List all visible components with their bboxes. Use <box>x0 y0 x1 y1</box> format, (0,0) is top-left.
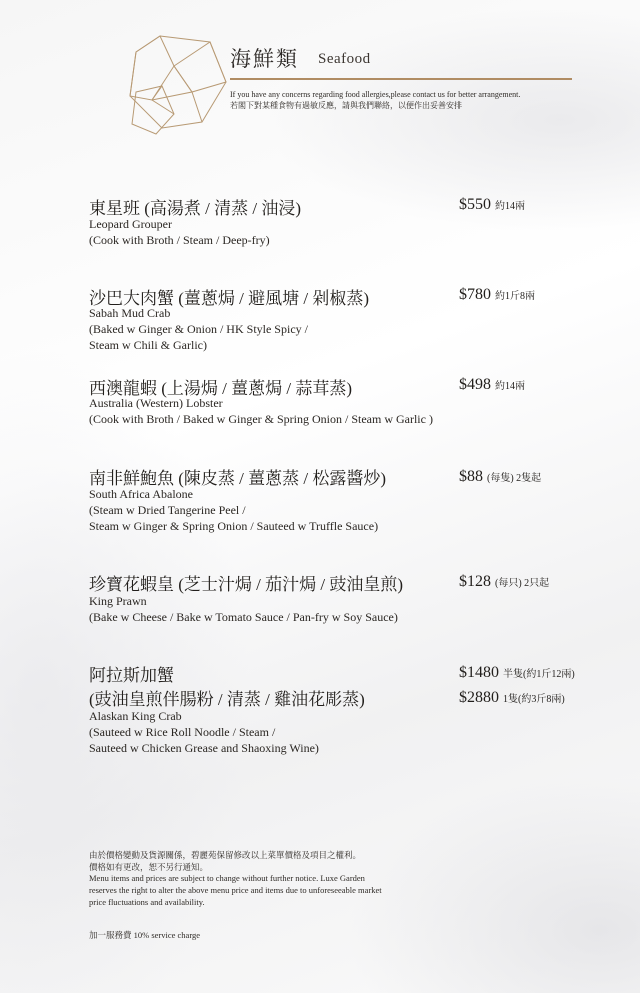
allergy-notice-en: If you have any concerns regarding food allergies,please contact us for better arrangement. <box>230 90 521 99</box>
menu-item-name-cn: 沙巴大肉蟹 (薑蔥焗 / 避風塘 / 剁椒蒸) <box>89 289 370 308</box>
price-amount: $780 <box>459 286 491 303</box>
menu-item-description: Steam w Chili & Garlic) <box>89 338 207 352</box>
menu-item-name-cn: 珍寶花蝦皇 (芝士汁焗 / 茄汁焗 / 豉油皇煎) <box>89 575 404 594</box>
menu-item-name-en: Alaskan King Crab <box>89 709 182 723</box>
menu-item-description: (Baked w Ginger & Onion / HK Style Spicy / <box>89 322 308 336</box>
price-unit: 約1斤8兩 <box>495 291 535 302</box>
menu-item-name-en: Australia (Western) Lobster <box>89 396 223 410</box>
price-unit: (每只) 2只起 <box>495 578 550 589</box>
price-amount: $2880 <box>459 689 499 706</box>
price-amount: $550 <box>459 196 491 213</box>
menu-item-name-cn: 西澳龍蝦 (上湯焗 / 薑蔥焗 / 蒜茸蒸) <box>89 379 353 398</box>
menu-item-description: (Bake w Cheese / Bake w Tomato Sauce / Pan-fry w Soy Sauce) <box>89 610 398 624</box>
menu-item-price <box>459 689 565 707</box>
menu-item-price <box>459 573 549 591</box>
menu-item-name-en: Leopard Grouper <box>89 217 172 231</box>
menu-item-price <box>459 196 525 214</box>
price-unit: 1隻(約3斤8兩) <box>503 694 565 705</box>
service-charge-note: 加一服務費 10% service charge <box>89 930 201 940</box>
menu-item-name-cn: 阿拉斯加蟹 <box>89 666 174 685</box>
price-unit: 半隻(約1斤12兩) <box>503 669 575 680</box>
menu-item-name-cn-methods: (豉油皇煎伴腸粉 / 清蒸 / 雞油花彫蒸) <box>89 690 365 709</box>
menu-item-description: (Cook with Broth / Steam / Deep-fry) <box>89 233 270 247</box>
menu-item-name-cn: 南非鮮鮑魚 (陳皮蒸 / 薑蔥蒸 / 松露醬炒) <box>89 469 387 488</box>
menu-item-description: (Sauteed w Rice Roll Noodle / Steam / <box>89 725 276 739</box>
menu-item-price <box>459 468 541 486</box>
allergy-notice-cn: 若閣下對某種食物有過敏反應，請與我們聯絡，以便作出妥善安排 <box>230 101 462 110</box>
page-title-cn: 海鮮類 <box>230 47 299 71</box>
footer-note: 價格如有更改，恕不另行通知。 <box>89 862 209 872</box>
price-amount: $128 <box>459 573 491 590</box>
footer-note: 由於價格變動及貨源關係，碧麗苑保留修改以上菜單價格及項目之權利。 <box>89 850 362 860</box>
price-unit: 約14兩 <box>495 201 525 212</box>
price-unit: (每隻) 2隻起 <box>487 473 542 484</box>
price-amount: $498 <box>459 376 491 393</box>
menu-item-name-en: Sabah Mud Crab <box>89 306 171 320</box>
menu-item-name-en: South Africa Abalone <box>89 487 193 501</box>
price-unit: 約14兩 <box>495 381 525 392</box>
footer-note: price fluctuations and availability. <box>89 897 205 907</box>
price-amount: $88 <box>459 468 483 485</box>
menu-item-description: (Steam w Dried Tangerine Peel / <box>89 503 246 517</box>
title-divider <box>230 78 572 80</box>
menu-item-name-cn: 東星班 (高湯煮 / 清蒸 / 油浸) <box>89 199 302 218</box>
menu-item-price <box>459 664 575 682</box>
menu-item-price <box>459 376 525 394</box>
page-title-en: Seafood <box>318 51 371 67</box>
footer-note: reserves the right to alter the above menu price and items due to unforeseeable market <box>89 885 382 895</box>
menu-item-name-en: King Prawn <box>89 594 147 608</box>
polyhedron-logo-icon <box>122 30 234 140</box>
menu-item-description: Sauteed w Chicken Grease and Shaoxing Wine) <box>89 741 319 755</box>
menu-item-description: (Cook with Broth / Baked w Ginger & Spring Onion / Steam w Garlic ) <box>89 412 433 426</box>
price-amount: $1480 <box>459 664 499 681</box>
footer-note: Menu items and prices are subject to change without further notice. Luxe Garden <box>89 873 365 883</box>
menu-item-description: Steam w Ginger & Spring Onion / Sauteed w Truffle Sauce) <box>89 519 379 533</box>
menu-item-price <box>459 286 535 304</box>
